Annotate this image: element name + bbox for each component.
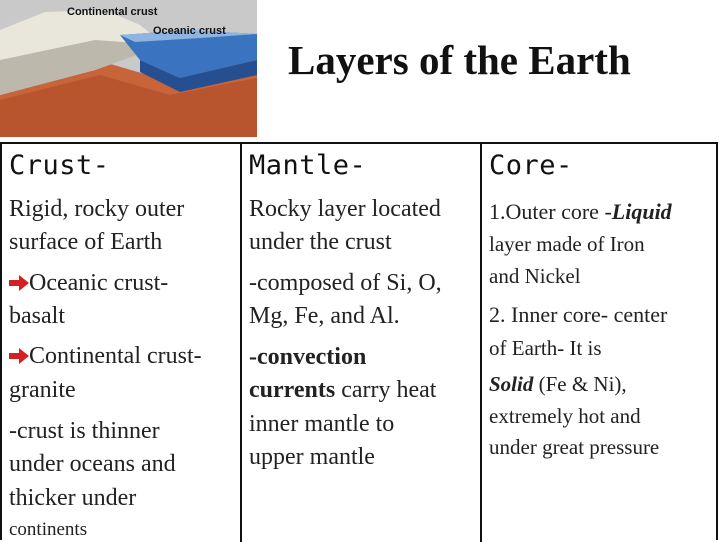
mantle-line: Rocky layer located <box>249 196 441 222</box>
page-title: Layers of the Earth <box>288 37 631 83</box>
crust-bullet-continental <box>9 343 202 370</box>
oceanic-crust-label: Oceanic crust <box>153 25 226 37</box>
continental-crust-label: Continental crust <box>67 6 158 18</box>
core-line <box>489 372 627 397</box>
red-arrow-icon <box>9 275 29 291</box>
mantle-line: Mg, Fe, and Al. <box>249 303 400 329</box>
core-line: 2. Inner core- center <box>489 302 668 327</box>
mantle-line: -composed of Si, O, <box>249 270 442 296</box>
crust-line: -crust is thinner <box>9 418 160 444</box>
mantle-line: -convection <box>249 344 367 370</box>
crust-line: Oceanic crust- <box>29 270 169 296</box>
mantle-line: under the crust <box>249 229 392 255</box>
crust-line: Rigid, rocky outer <box>9 196 185 222</box>
red-arrow-icon <box>9 348 29 364</box>
core-line: extremely hot and <box>489 404 641 428</box>
core-column <box>489 144 717 540</box>
crust-line: under oceans and <box>9 451 176 477</box>
core-line: layer made of Iron <box>489 232 645 256</box>
crust-line: basalt <box>9 303 65 329</box>
core-solid-text: Solid <box>489 372 534 396</box>
crust-line: thicker under <box>9 485 137 511</box>
core-line <box>489 199 672 225</box>
crust-line: Continental crust- <box>29 343 202 369</box>
mantle-line <box>249 377 436 404</box>
core-text: 1.Outer core - <box>489 199 612 224</box>
core-heading: Core- <box>489 150 573 181</box>
mantle-line: upper mantle <box>249 444 375 470</box>
column-divider <box>480 144 482 542</box>
core-text: (Fe & Ni), <box>533 372 627 396</box>
crust-column <box>9 144 239 540</box>
crust-bullet-oceanic <box>9 270 168 297</box>
crust-line: surface of Earth <box>9 229 163 255</box>
layers-table <box>0 142 718 540</box>
earth-crust-illustration <box>0 0 257 137</box>
mantle-text: carry heat <box>335 377 437 403</box>
crust-heading: Crust- <box>9 150 110 181</box>
core-liquid-text: Liquid <box>611 199 672 224</box>
core-line: of Earth- It is <box>489 336 602 360</box>
crust-cross-section-icon <box>0 0 257 137</box>
column-divider <box>240 144 242 542</box>
mantle-bold-text: currents <box>249 377 336 403</box>
mantle-column <box>249 144 477 540</box>
core-line: under great pressure <box>489 435 660 459</box>
crust-line: granite <box>9 377 76 403</box>
mantle-line: inner mantle to <box>249 411 395 437</box>
mantle-heading: Mantle- <box>249 150 367 181</box>
core-line: and Nickel <box>489 264 581 288</box>
crust-line: continents <box>9 519 88 540</box>
